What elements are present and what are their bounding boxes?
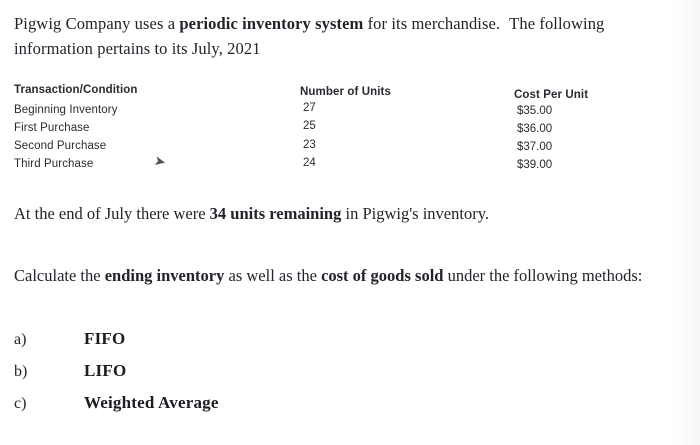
table-row-label: Beginning Inventory <box>14 103 118 116</box>
column-header-units: Number of Units <box>300 85 391 98</box>
units-remaining-sentence <box>14 202 686 227</box>
calculate-instruction-sentence <box>14 264 686 289</box>
table-cell-units: 25 <box>303 119 316 132</box>
table-row-label: Second Purchase <box>14 139 107 152</box>
list-item <box>14 393 686 413</box>
method-marker-c: c) <box>14 395 27 412</box>
table-cell-units: 27 <box>303 101 316 114</box>
table-cell-cost: $37.00 <box>517 140 553 153</box>
intro-bold-periodic-inventory-system: periodic inventory system <box>179 14 364 33</box>
remaining-text-2: in Pigwig's inventory. <box>341 203 490 223</box>
methods-list <box>14 329 686 413</box>
calculate-text-3: under the following methods: <box>443 266 643 286</box>
list-item <box>14 361 686 381</box>
list-item <box>14 329 686 349</box>
column-header-transaction: Transaction/Condition <box>14 83 138 96</box>
calculate-bold-cogs: cost of goods sold <box>321 266 444 286</box>
method-name-lifo: LIFO <box>84 361 127 380</box>
calculate-bold-ending-inventory: ending inventory <box>104 266 225 286</box>
method-marker-a: a) <box>14 331 27 348</box>
inventory-table <box>14 84 686 176</box>
intro-text-1: Pigwig Company uses a <box>14 14 180 33</box>
table-cell-cost: $36.00 <box>517 122 553 135</box>
calculate-text-2: as well as the <box>224 266 322 286</box>
intro-text-3: The following information pertains to its July, 2021 <box>14 14 605 58</box>
intro-paragraph <box>14 12 686 62</box>
mouse-cursor-icon: ➤ <box>152 151 168 170</box>
method-marker-b: b) <box>14 363 28 380</box>
table-cell-units: 24 <box>303 156 316 169</box>
method-name-fifo: FIFO <box>84 329 126 348</box>
calculate-text-1: Calculate the <box>14 266 105 286</box>
remaining-text-1: At the end of July there were <box>14 203 210 223</box>
table-row-label: First Purchase <box>14 121 90 134</box>
column-header-cost: Cost Per Unit <box>514 88 589 101</box>
table-cell-cost: $35.00 <box>517 104 553 117</box>
table-cell-cost: $39.00 <box>517 158 553 171</box>
table-cell-units: 23 <box>303 138 316 151</box>
method-name-weighted-average: Weighted Average <box>84 393 219 412</box>
intro-text-2: for its merchandise. <box>363 14 501 33</box>
table-row-label: Third Purchase <box>14 157 94 170</box>
remaining-bold-units: 34 units remaining <box>209 203 342 223</box>
